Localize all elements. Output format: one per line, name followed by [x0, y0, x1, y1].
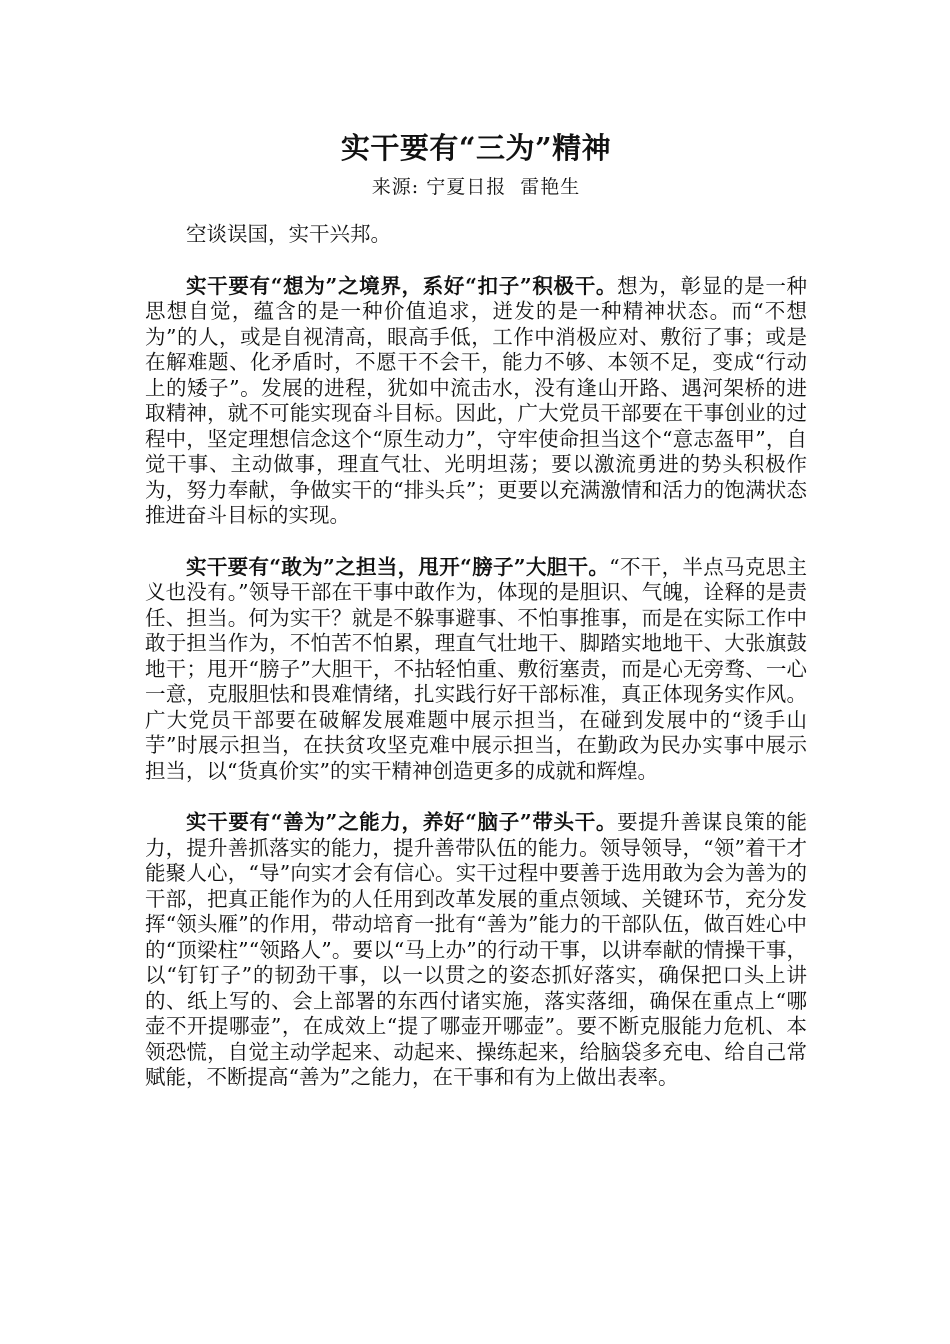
- source-label: 来源:: [371, 176, 420, 198]
- section-paragraph-ganwei: [145, 555, 807, 785]
- article: [145, 128, 807, 1091]
- section-paragraph-xiangwei: [145, 274, 807, 529]
- section-heading: 实干要有“敢为”之担当，甩开“膀子”大胆干。: [186, 554, 610, 579]
- section-heading: 实干要有“善为”之能力，养好“脑子”带头干。: [186, 810, 618, 834]
- section-body: “不干，半点马克思主义也没有。”领导干部在干事中敢作为，体现的是胆识、气魄，诠释的是责任、担当。何为实干？就是不躲事避事、不怕事推事，而是在实际工作中敢于担当作为，不怕苦不怕累，理直气壮地干、脚踏实地地干、大张旗鼓地干；甩开“膀子”大胆干，不拈轻怕重、敷衍塞责，而是心无旁骛、一心一意，克服胆怯和畏难情绪，扎实践行好干部标准，真正体现务实作风。广大党员干部要在破解发展难题中展示担当，在碰到发展中的“烫手山芋”时展示担当，在扶贫攻坚克难中展示担当，在勤政为民办实事中展示担当，以“货真价实”的实干精神创造更多的成就和辉煌。: [145, 554, 807, 783]
- section-body: 要提升善谋良策的能力，提升善抓落实的能力，提升善带队伍的能力。领导领导，“领”着干才能聚人心，“导”向实才会有信心。实干过程中要善于选用敢为会为善为的干部，把真正能作为的人任用到改革发展的重点领域、关键环节，充分发挥“领头雁”的作用，带动培育一批有“善为”能力的干部队伍，做百姓心中的“顶梁柱”“领路人”。要以“马上办”的行动干事，以讲奉献的情操干事，以“钉钉子”的韧劲干事，以一以贯之的姿态抓好落实，确保把口头上讲的、纸上写的、会上部署的东西付诸实施，落实落细，确保在重点上“哪壶不开提哪壶”，在成效上“提了哪壶开哪壶”。要不断克服能力危机、本领恐慌，自觉主动学起来、动起来、操练起来，给脑袋多充电、给自己常赋能，不断提高“善为”之能力，在干事和有为上做出表率。: [145, 810, 807, 1089]
- section-body: 想为，彰显的是一种思想自觉，蕴含的是一种价值追求，迸发的是一种精神状态。而“不想为”的人，或是自视清高，眼高手低，工作中消极应对、敷衍了事；或是在解难题、化矛盾时，不愿干不会干，能力不够、本领不足，变成“行动上的矮子”。发展的进程，犹如中流击水，没有逢山开路、遇河架桥的进取精神，就不可能实现奋斗目标。因此，广大党员干部要在干事创业的过程中，坚定理想信念这个“原生动力”，守牢使命担当这个“意志盔甲”，自觉干事、主动做事，理直气壮、光明坦荡；要以激流勇进的势头积极作为，努力奉献，争做实干的“排头兵”；更要以充满激情和活力的饱满状态推进奋斗目标的实现。: [145, 273, 807, 527]
- section-paragraph-shanwei: [145, 810, 807, 1091]
- article-source: [145, 172, 807, 202]
- article-title: 实干要有“三为”精神: [340, 131, 612, 165]
- source-author: 雷艳生: [520, 176, 581, 198]
- section-heading: 实干要有“想为”之境界，系好“扣子”积极干。: [186, 273, 618, 298]
- opening-paragraph: 空谈误国，实干兴邦。: [186, 222, 391, 246]
- source-outlet: 宁夏日报: [426, 176, 507, 198]
